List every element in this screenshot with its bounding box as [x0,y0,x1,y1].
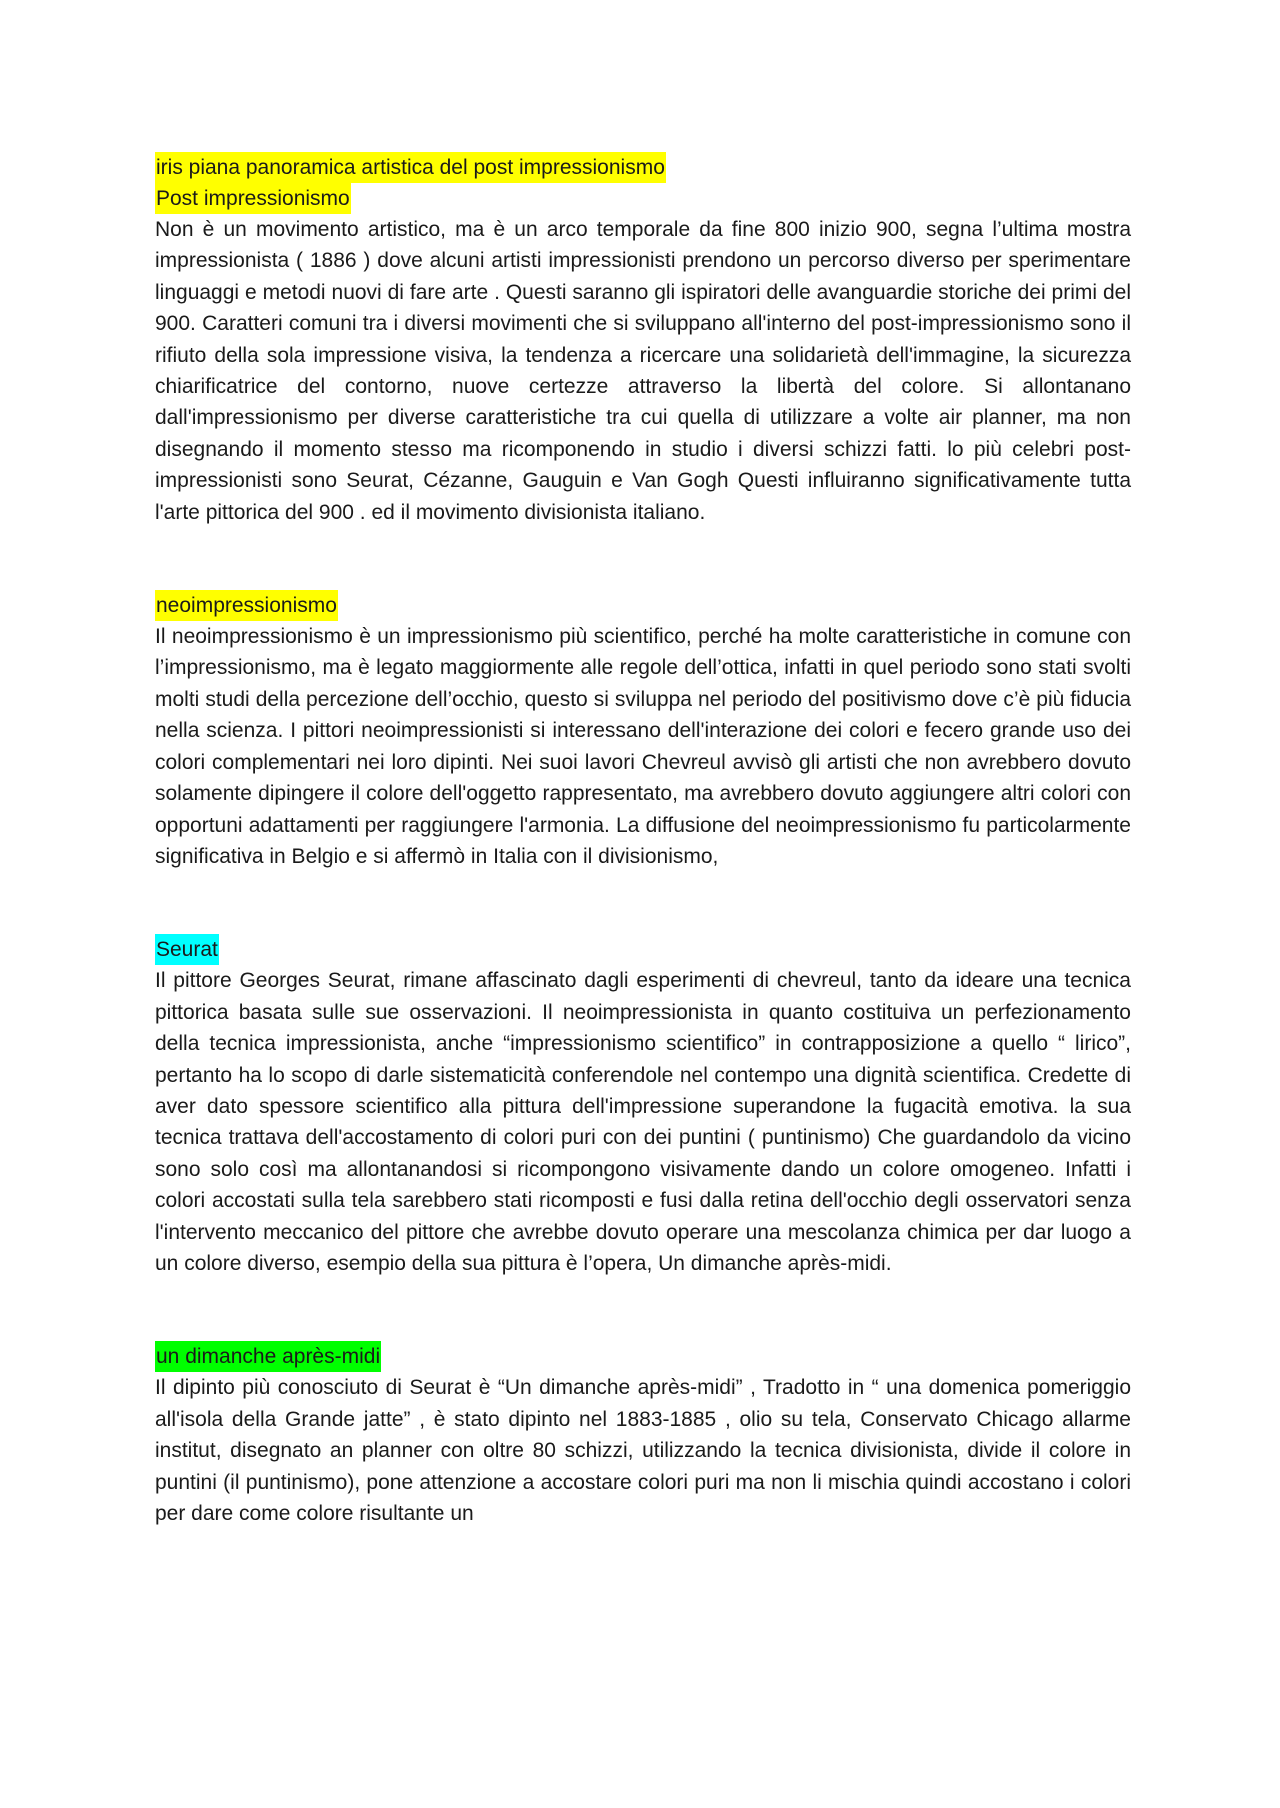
section-paragraph-dimanche: Il dipinto più conosciuto di Seurat è “Un dimanche après-midi” , Tradotto in “ una domenica pomeriggio all'isola della Grande jatte” , è stato dipinto nel 1883-1885 , olio su tela, Conservato Chicago allarme institut, disegnato an planner con oltre 80 schizzi, utilizzando la tecnica divisionista, divide il colore in puntini (il puntinismo), pone attenzione a accostare colori puri ma non li mischia quindi accostano i colori per dare come colore risultante un [155,1376,1131,1525]
document-page [155,152,1131,1529]
document-title-text: iris piana panoramica artistica del post impressionismo [155,152,666,183]
section-heading-text: Post impressionismo [155,183,351,214]
spacer [155,872,1131,934]
section-heading-text: un dimanche après-midi [155,1341,381,1372]
section-heading-dimanche [155,1341,1131,1372]
document-title [155,152,1131,183]
section-paragraph-post-impressionismo: Non è un movimento artistico, ma è un arco temporale da fine 800 inizio 900, segna l’ultima mostra impressionista ( 1886 ) dove alcuni artisti impressionisti prendono un percorso diverso per sperimentare linguaggi e metodi nuovi di fare arte . Questi saranno gli ispiratori delle avanguardie storiche dei primi del 900. Caratteri comuni tra i diversi movimenti che si sviluppano all'interno del post-impressionismo sono il rifiuto della sola impressione visiva, la tendenza a ricercare una solidarietà dell'immagine, la sicurezza chiarificatrice del contorno, nuove certezze attraverso la libertà del colore. Si allontanano dall'impressionismo per diverse caratteristiche tra cui quella di utilizzare a volte air planner, ma non disegnando il momento stesso ma ricomponendo in studio i diversi schizzi fatti. lo più celebri post-impressionisti sono Seurat, Cézanne, Gauguin e Van Gogh Questi influiranno significativamente tutta l'arte pittorica del 900 . ed il movimento divisionista italiano. [155,218,1131,524]
section-heading-seurat [155,934,1131,965]
section-paragraph-neoimpressionismo: Il neoimpressionismo è un impressionismo più scientifico, perché ha molte caratteristiche in comune con l’impressionismo, ma è legato maggiormente alle regole dell’ottica, infatti in quel periodo sono stati svolti molti studi della percezione dell’occhio, questo si sviluppa nel periodo del positivismo dove c’è più fiducia nella scienza. I pittori neoimpressionisti si interessano dell'interazione dei colori e fecero grande uso dei colori complementari nei loro dipinti. Nei suoi lavori Chevreul avvisò gli artisti che non avrebbero dovuto solamente dipingere il colore dell'oggetto rappresentato, ma avrebbero dovuto aggiungere altri colori con opportuni adattamenti per raggiungere l'armonia. La diffusione del neoimpressionismo fu particolarmente significativa in Belgio e si affermò in Italia con il divisionismo, [155,625,1131,868]
section-heading-neoimpressionismo [155,590,1131,621]
spacer [155,528,1131,590]
section-heading-text: neoimpressionismo [155,590,338,621]
section-heading-post-impressionismo [155,183,1131,214]
spacer [155,1279,1131,1341]
section-heading-text: Seurat [155,934,219,965]
section-paragraph-seurat: Il pittore Georges Seurat, rimane affascinato dagli esperimenti di chevreul, tanto da ideare una tecnica pittorica basata sulle sue osservazioni. Il neoimpressionista in quanto costituiva un perfezionamento della tecnica impressionista, anche “impressionismo scientifico” in contrapposizione a quello “ lirico”, pertanto ha lo scopo di darle sistematicità conferendole nel contempo una dignità scientifica. Credette di aver dato spessore scientifico alla pittura dell'impressione superandone la fugacità emotiva. la sua tecnica trattava dell'accostamento di colori puri con dei puntini ( puntinismo) Che guardandolo da vicino sono solo così ma allontanandosi si ricompongono visivamente dando un colore omogeneo. Infatti i colori accostati sulla tela sarebbero stati ricomposti e fusi dalla retina dell'occhio degli osservatori senza l'intervento meccanico del pittore che avrebbe dovuto operare una mescolanza chimica per dar luogo a un colore diverso, esempio della sua pittura è l’opera, Un dimanche après-midi. [155,969,1131,1275]
